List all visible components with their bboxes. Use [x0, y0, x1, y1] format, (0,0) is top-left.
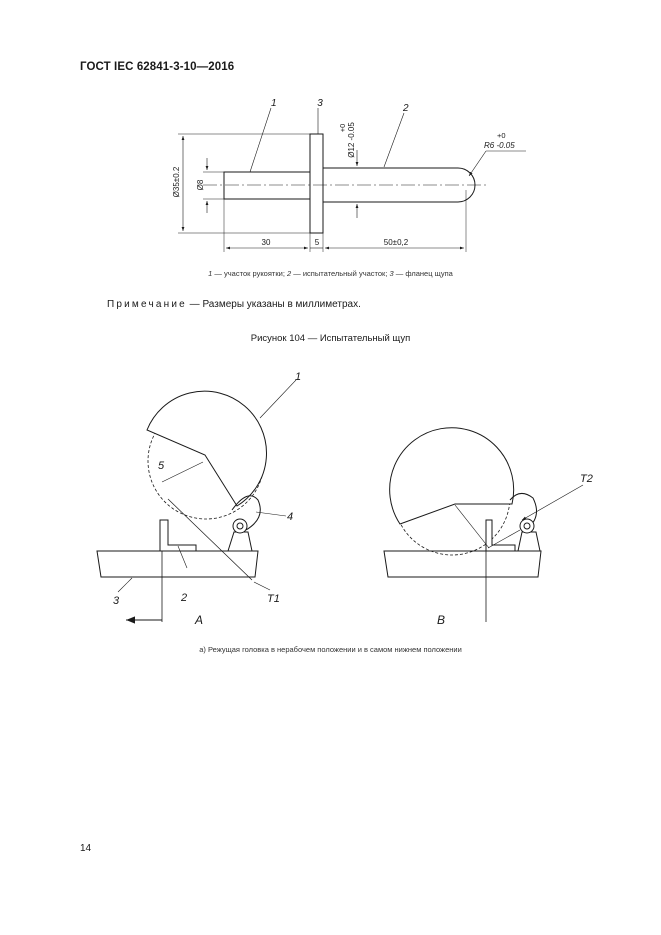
dim-diam35: Ø35±0.2	[172, 166, 181, 198]
note	[107, 299, 361, 310]
legend-num-2: 2	[287, 269, 292, 278]
dim-radius: R6 -0.05	[484, 141, 515, 150]
dim-len-test: 50±0,2	[383, 238, 409, 247]
dim-diam12: Ø12 -0.05	[347, 122, 356, 158]
label-5: 5	[158, 460, 165, 472]
dim-diam12-upper: +0	[338, 123, 347, 133]
leader-1	[250, 108, 271, 172]
probe-handle	[224, 172, 310, 199]
document-header: ГОСТ IEC 62841-3-10—2016	[80, 61, 235, 73]
figure-caption: Рисунок 104 — Испытательный щуп	[250, 333, 411, 344]
saw-rest-position	[97, 380, 296, 622]
leader-2	[384, 113, 404, 167]
legend-text-3: — фланец щупа	[393, 269, 453, 278]
probe-flange	[310, 134, 323, 233]
legend-text-2: — испытательный участок;	[291, 269, 390, 278]
page-number: 14	[80, 843, 92, 854]
label-2: 2	[181, 592, 188, 604]
label-4: 4	[287, 511, 294, 523]
subfigure-caption: а) Режущая головка в нерабочем положении и в самом нижнем положении	[199, 645, 462, 654]
label-view-a: A	[195, 613, 204, 627]
label-t2: T2	[580, 473, 593, 485]
legend-text-1: — участок рукоятки;	[212, 269, 287, 278]
label-flange: 3	[317, 98, 323, 109]
legend-num-1: 1	[208, 269, 213, 278]
label-3: 3	[113, 595, 120, 607]
dim-diam8: Ø8	[196, 179, 205, 191]
dim-radius-upper: +0	[497, 131, 506, 140]
label-t1: T1	[267, 593, 280, 605]
legend-num-3: 3	[389, 269, 394, 278]
dim-len-handle: 30	[261, 238, 271, 247]
label-test-part: 2	[403, 103, 409, 114]
note-text: — Размеры указаны в миллиметрах.	[186, 299, 361, 310]
note-label: Примечание	[107, 299, 187, 310]
test-probe-texts	[172, 98, 515, 247]
saw-lowest-position	[384, 428, 583, 622]
label-handle: 1	[271, 98, 277, 109]
label-1: 1	[295, 371, 302, 383]
label-view-b: B	[437, 613, 446, 627]
figure-legend	[0, 269, 661, 278]
dim-len-flange: 5	[314, 238, 320, 247]
